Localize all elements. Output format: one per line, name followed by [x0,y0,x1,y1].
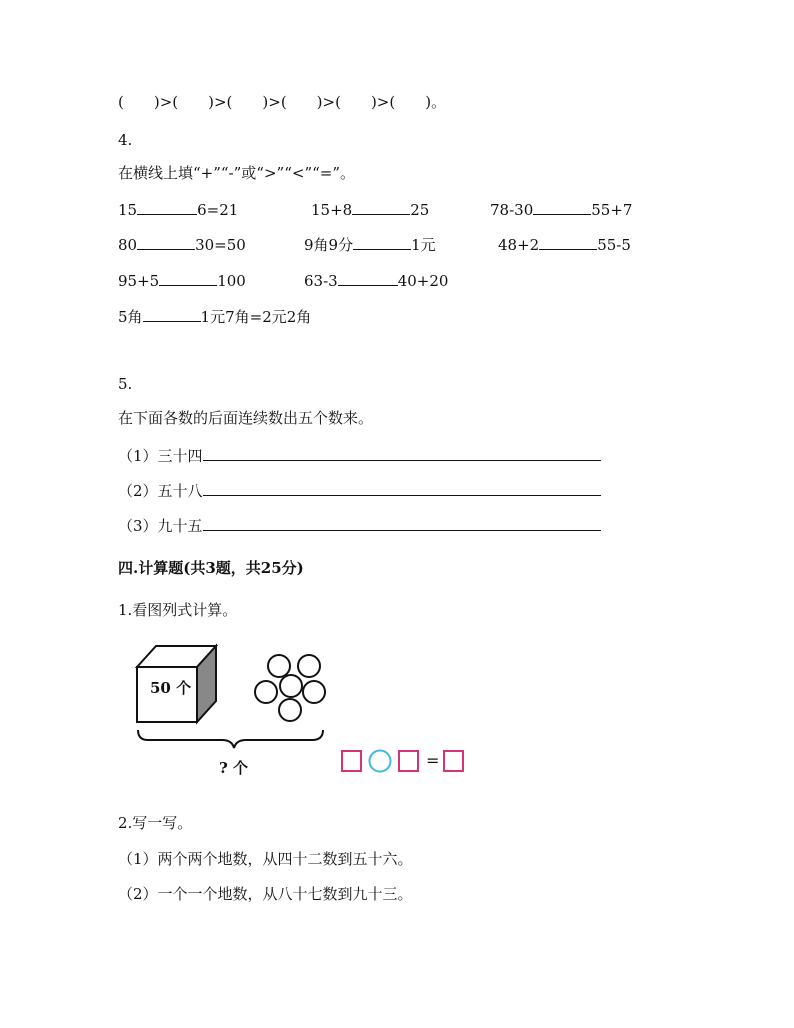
circle [255,681,277,703]
q4-item-left: 80 [118,236,138,254]
q4-item-left: 48+2 [498,236,540,254]
q4-item-left: 15+8 [311,201,353,219]
q4-number: 4. [118,131,133,149]
q4-item-right: 100 [217,272,246,290]
section-heading: 四.计算题(共3题，共25分) [118,559,304,577]
answer-square-3[interactable] [444,751,463,771]
q5-number: 5. [118,375,133,393]
q4-item-left: 9角9分 [304,236,354,254]
q4-item-right: 55-5 [597,236,631,254]
q4-item-left: 15 [118,201,138,219]
q4-item-left: 5角 [118,308,143,326]
q4-item-left: 95+5 [118,272,160,290]
s4-q2-item-1: （1）两个两个地数，从四十二数到五十六。 [118,850,413,868]
answer-square-2[interactable] [399,751,418,771]
circle [298,655,320,677]
q4-item-right: 55+7 [591,201,633,219]
q4-item-right: 40+20 [397,272,449,290]
s4-q2-label: 2.写一写。 [118,814,193,832]
q4-item-left: 63-3 [304,272,338,290]
s4-q2-item-2: （2）一个一个地数，从八十七数到九十三。 [118,885,413,903]
circle-group [255,655,325,721]
top-comparison-line: ( )>( )>( )>( )>( )>( )。 [118,93,447,111]
q5-item-label: （1）三十四 [118,447,203,465]
q4-instruction: 在横线上填“+”“-”或“>”“<”“=”。 [118,164,356,182]
q5-item-label: （2）五十八 [118,482,203,500]
operator-circle[interactable] [370,751,391,772]
answer-square-1[interactable] [342,751,361,771]
circle [279,699,301,721]
s4-q1-label: 1.看图列式计算。 [118,601,238,619]
cube-label: 50 个 [150,679,192,697]
circle [280,675,302,697]
q4-item-right: 1元7角=2元2角 [200,308,312,326]
q5-item-label: （3）九十五 [118,517,203,535]
q5-instruction: 在下面各数的后面连续数出五个数来。 [118,409,374,427]
total-question-label: ? 个 [219,759,249,777]
equals-sign: = [426,751,440,770]
circle [303,681,325,703]
q4-item-left: 78-30 [490,201,534,219]
q4-item-right: 25 [410,201,430,219]
q4-item-right: 6=21 [197,201,239,219]
q4-item-right: 30=50 [195,236,246,254]
grouping-brace [138,730,323,748]
circle [268,655,290,677]
q4-item-right: 1元 [411,236,436,254]
